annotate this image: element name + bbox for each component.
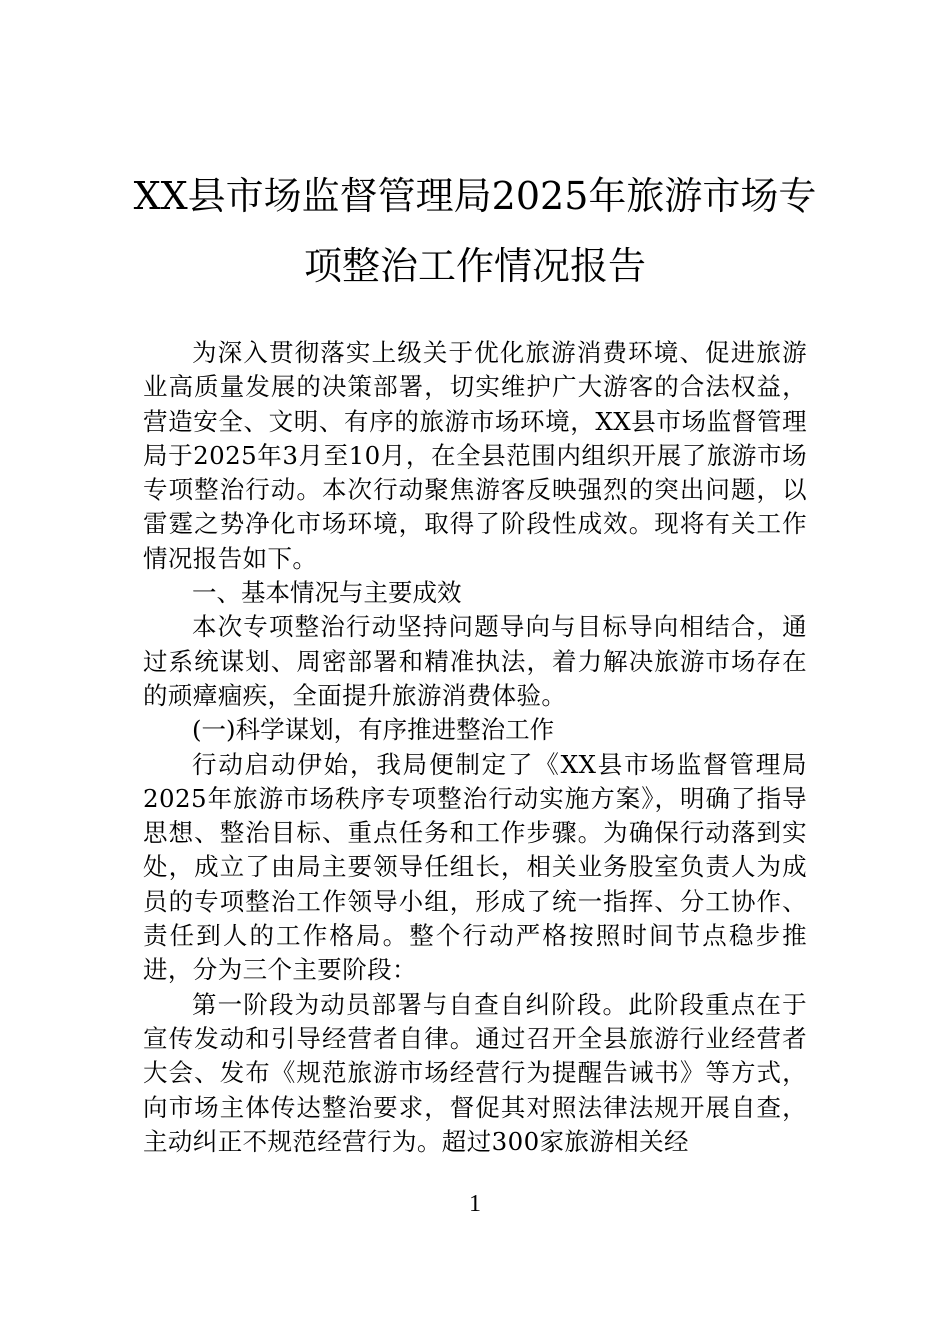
document-body	[143, 336, 807, 1159]
intro-paragraph: 为深入贯彻落实上级关于优化旅游消费环境、促进旅游业高质量发展的决策部署，切实维护广大游客的合法权益，营造安全、文明、有序的旅游市场环境，XX县市场监督管理局于2025年3月至10月，在全县范围内组织开展了旅游市场专项整治行动。本次行动聚焦游客反映强烈的突出问题，以雷霆之势净化市场环境，取得了阶段性成效。现将有关工作情况报告如下。	[143, 338, 807, 573]
subsection-1-paragraph-2: 第一阶段为动员部署与自查自纠阶段。此阶段重点在于宣传发动和引导经营者自律。通过召开全县旅游行业经营者大会、发布《规范旅游市场经营行为提醒告诫书》等方式，向市场主体传达整治要求，督促其对照法律法规开展自查，主动纠正不规范经营行为。超过300家旅游相关经	[143, 989, 807, 1156]
subsection-1-paragraph-1: 行动启动伊始，我局便制定了《XX县市场监督管理局2025年旅游市场秩序专项整治行动实施方案》，明确了指导思想、整治目标、重点任务和工作步骤。为确保行动落到实处，成立了由局主要领导任组长，相关业务股室负责人为成员的专项整治工作领导小组，形成了统一指挥、分工协作、责任到人的工作格局。整个行动严格按照时间节点稳步推进，分为三个主要阶段：	[143, 749, 807, 985]
subsection-heading-1: (一)科学谋划，有序推进整治工作	[192, 715, 555, 745]
section-1-paragraph: 本次专项整治行动坚持问题导向与目标导向相结合，通过系统谋划、周密部署和精准执法，着力解决旅游市场存在的顽瘴痼疾，全面提升旅游消费体验。	[143, 612, 807, 710]
page-number: 1	[469, 1191, 481, 1217]
section-heading-1: 一、基本情况与主要成效	[192, 578, 462, 608]
document-title-line-2: 项整治工作情况报告	[303, 244, 646, 288]
document-title-line-1: XX县市场监督管理局2025年旅游市场专	[133, 174, 817, 218]
